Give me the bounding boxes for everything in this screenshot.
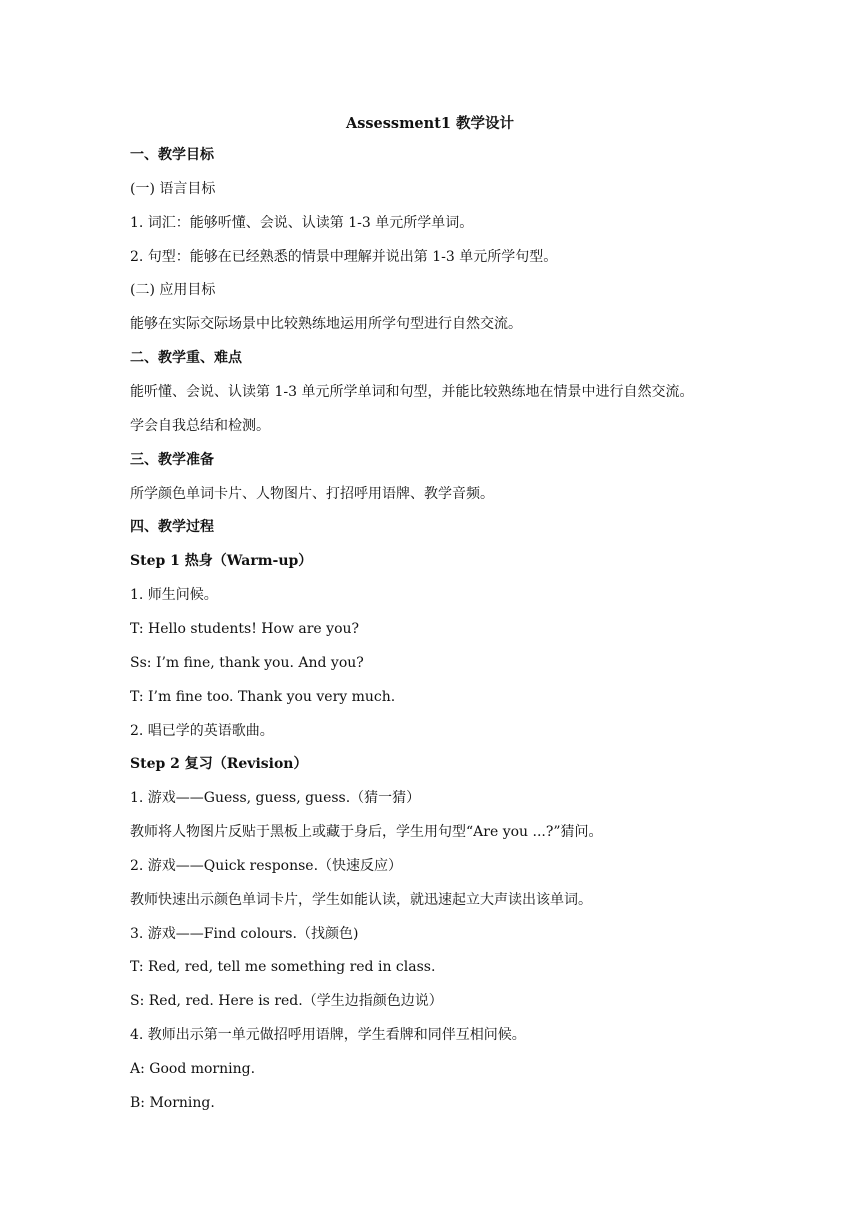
- section-heading: Step 2 复习（Revision）: [130, 756, 308, 773]
- body-line: 教师将人物图片反贴于黑板上或藏于身后，学生用句型“Are you ...?”猜问。: [130, 824, 603, 840]
- body-line: Ss: I’m fine, thank you. And you?: [130, 654, 364, 671]
- section-heading: 四、教学过程: [130, 519, 214, 536]
- section-heading: 三、教学准备: [130, 451, 214, 468]
- body-line: A: Good morning.: [130, 1061, 256, 1077]
- body-line: T: Hello students! How are you?: [130, 620, 360, 637]
- body-line: 4. 教师出示第一单元做招呼用语牌，学生看牌和同伴互相问候。: [130, 1027, 526, 1044]
- body-line: 1. 游戏——Guess, guess, guess.（猜一猜）: [130, 790, 421, 807]
- body-line: 所学颜色单词卡片、人物图片、打招呼用语牌、教学音频。: [130, 485, 494, 502]
- document-title: Assessment1 教学设计: [345, 115, 515, 132]
- body-line: 3. 游戏——Find colours.（找颜色): [130, 925, 359, 942]
- body-line: S: Red, red. Here is red.（学生边指颜色边说）: [130, 993, 443, 1010]
- body-line: T: I’m fine too. Thank you very much.: [130, 688, 396, 705]
- body-line: 能听懂、会说、认读第 1-3 单元所学单词和句型，并能比较熟练地在情景中进行自然交流。: [130, 384, 694, 400]
- body-line: 2. 句型：能够在已经熟悉的情景中理解并说出第 1-3 单元所学句型。: [130, 248, 558, 265]
- section-heading: 一、教学目标: [130, 147, 214, 163]
- body-line: 2. 唱已学的英语歌曲。: [130, 722, 274, 739]
- body-line: 学会自我总结和检测。: [130, 417, 270, 434]
- section-heading: 二、教学重、难点: [130, 350, 242, 367]
- body-line: 1. 师生问候。: [130, 587, 218, 603]
- body-line: 2. 游戏——Quick response.（快速反应）: [130, 857, 403, 874]
- body-line: 能够在实际交际场景中比较熟练地运用所学句型进行自然交流。: [130, 316, 522, 333]
- body-line: 1. 词汇：能够听懂、会说、认读第 1-3 单元所学单词。: [130, 214, 474, 231]
- body-line: B: Morning.: [130, 1094, 215, 1111]
- body-line: (一) 语言目标: [130, 180, 216, 197]
- section-heading: Step 1 热身（Warm-up）: [130, 553, 313, 570]
- body-line: T: Red, red, tell me something red in class.: [130, 959, 436, 976]
- body-line: (二) 应用目标: [130, 282, 216, 299]
- body-line: 教师快速出示颜色单词卡片，学生如能认读，就迅速起立大声读出该单词。: [130, 891, 592, 908]
